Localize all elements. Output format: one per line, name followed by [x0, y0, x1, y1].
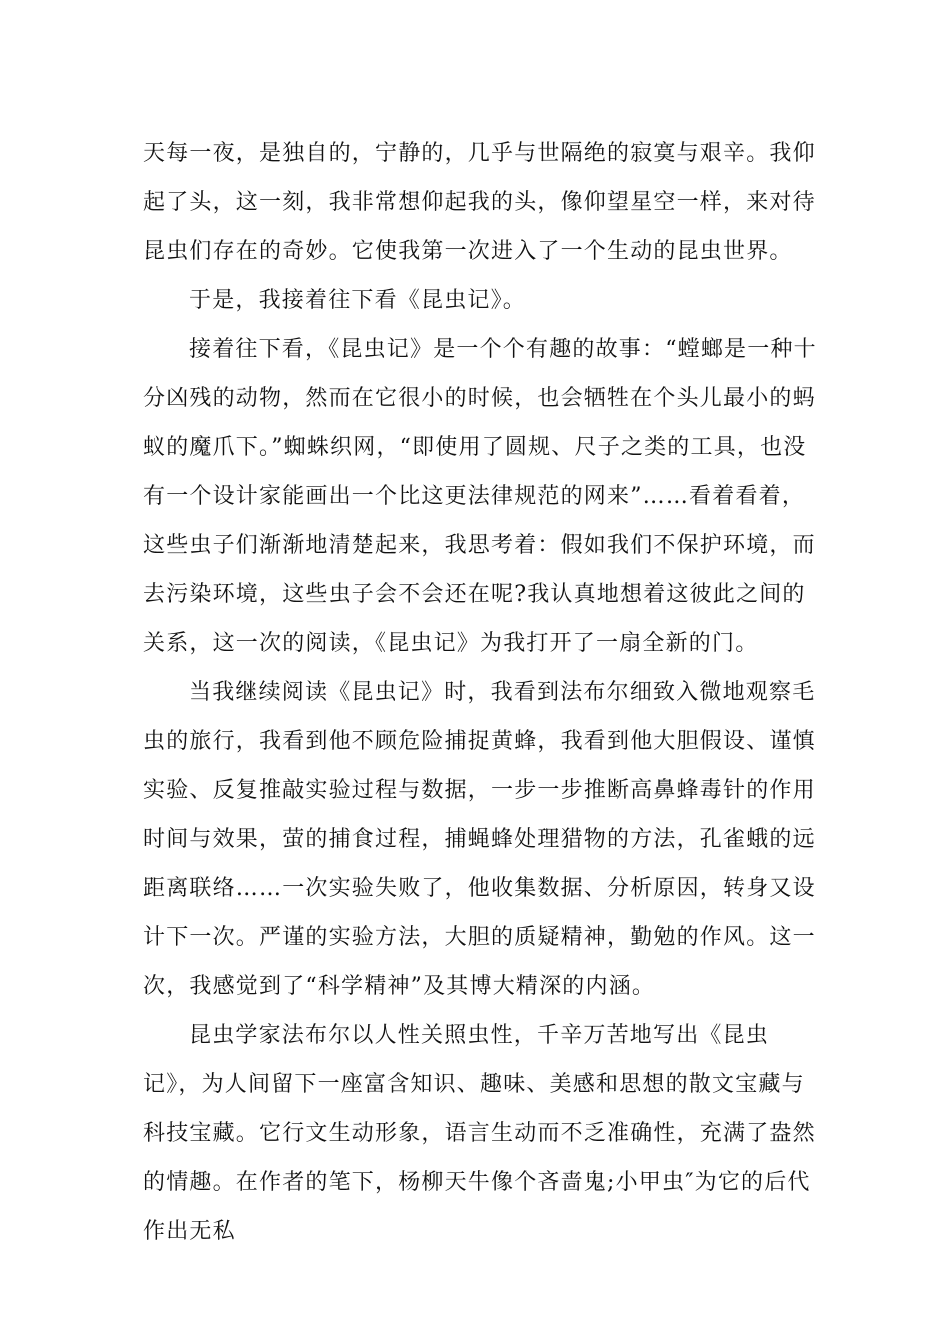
paragraph-2: 于是，我接着往下看《昆虫记》。: [189, 288, 527, 313]
paragraph-3: 接着往下看，《昆虫记》是一个个有趣的故事：“螳螂是一种十分凶残的动物，然而在它很小的时候，也会牺牲在个头儿最小的蚂蚁的魔爪下。”蜘蛛织网，“即使用了圆规、尺子之类的工具，也没有一个设计家能画出一个比这更法律规范的网来”……看着看着，这些虫子们渐渐地清楚起来，我思考着：假如我们不保护环境，而去污染环境，这些虫子会不会还在呢?我认真地想着这彼此之间的关系，这一次的阅读，《昆虫记》为我打开了一扇全新的门。: [143, 337, 817, 656]
paragraph-continuation: 天每一夜，是独自的，宁静的，几乎与世隔绝的寂寞与艰辛。我仰起了头，这一刻，我非常想仰起我的头，像仰望星空一样，来对待昆虫们存在的奇妙。它使我第一次进入了一个生动的昆虫世界。: [143, 141, 816, 264]
paragraph-4: 当我继续阅读《昆虫记》时，我看到法布尔细致入微地观察毛虫的旅行，我看到他不顾危险捕捉黄蜂，我看到他大胆假设、谨慎实验、反复推敲实验过程与数据，一步一步推断高鼻蜂毒针的作用时间与效果，萤的捕食过程，捕蝇蜂处理猎物的方法，孔雀蛾的远距离联络……一次实验失败了，他收集数据、分析原因，转身又设计下一次。严谨的实验方法，大胆的质疑精神，勤勉的作风。这一次，我感觉到了“科学精神”及其博大精深的内涵。: [143, 680, 816, 999]
document-body: [143, 129, 823, 1256]
paragraph-5: 昆虫学家法布尔以人性关照虫性，千辛万苦地写出《昆虫记》，为人间留下一座富含知识、趣味、美感和思想的散文宝藏与科技宝藏。它行文生动形象，语言生动而不乏准确性，充满了盎然的情趣。在作者的笔下，杨柳天牛像个吝啬鬼;小甲虫″为它的后代作出无私: [143, 1023, 816, 1244]
